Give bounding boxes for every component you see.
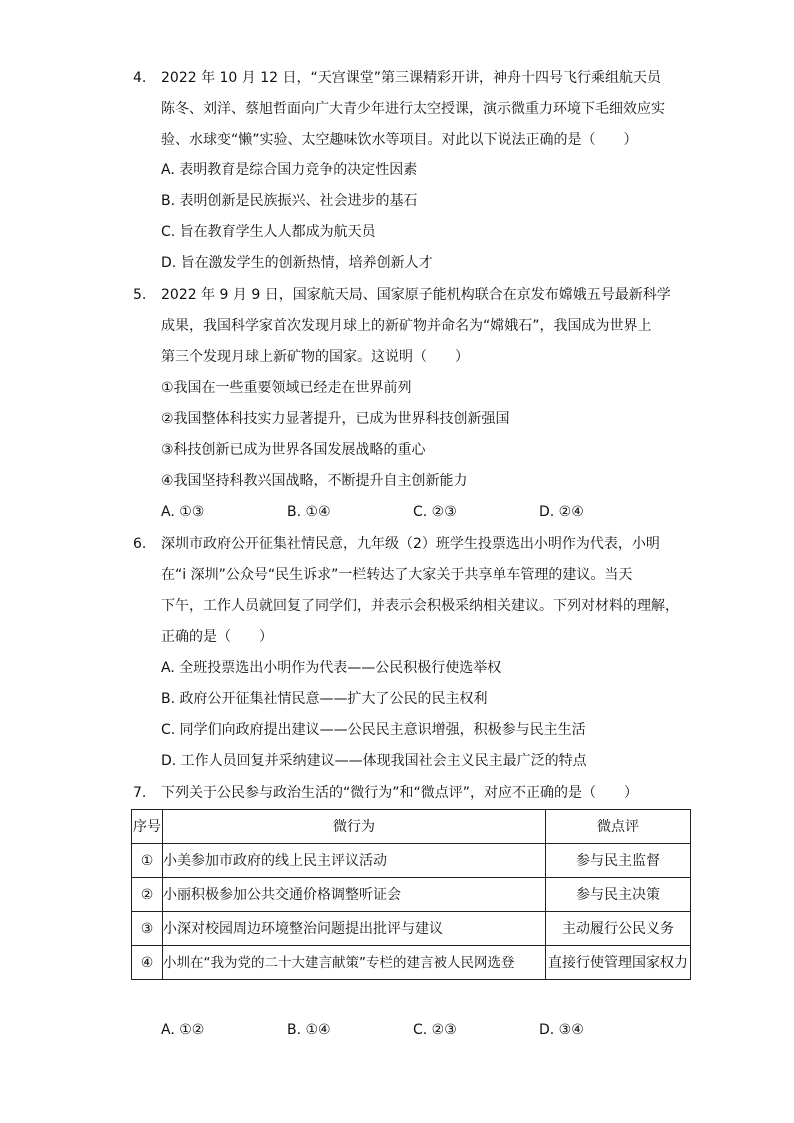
question-stem-line: 在“i 深圳”公众号“民生诉求”一栏转达了大家关于共享单车管理的建议。当天 <box>161 567 633 583</box>
table-cell: ① <box>132 844 163 878</box>
table-header-cell: 微行为 <box>163 810 546 844</box>
option-c: C. ②③ <box>413 1022 457 1038</box>
question-number: 4. <box>133 70 147 86</box>
question-stem-line: 深圳市政府公开征集社情民意，九年级（2）班学生投票选出小明作为代表，小明 <box>161 536 660 552</box>
question-stem-line: 验、水球变“懒”实验、太空趣味饮水等项目。对此以下说法正确的是（ ） <box>161 132 638 148</box>
table-cell: ③ <box>132 912 163 946</box>
question-stem-line: 正确的是（ ） <box>161 629 273 645</box>
table-row <box>132 946 691 980</box>
question-stem-line: 成果，我国科学家首次发现月球上的新矿物并命名为“嫦娥石”，我国成为世界上 <box>161 318 652 334</box>
option-a: A. 表明教育是综合国力竞争的决定性因素 <box>161 162 418 178</box>
option-a: A. ①② <box>161 1022 205 1038</box>
question-stem-line: 陈冬、刘洋、蔡旭哲面向广大青少年进行太空授课，演示微重力环境下毛细效应实 <box>161 101 665 117</box>
statement-3: ③科技创新已成为世界各国发展战略的重心 <box>161 442 426 458</box>
table-header-cell: 序号 <box>132 810 163 844</box>
option-d: D. 工作人员回复并采纳建议——体现我国社会主义民主最广泛的特点 <box>161 753 587 769</box>
table-cell: 小丽积极参加公共交通价格调整听证会 <box>163 878 546 912</box>
option-d: D. ③④ <box>539 1022 584 1038</box>
question-stem-line: 下午，工作人员就回复了同学们，并表示会积极采纳相关建议。下列对材料的理解， <box>161 598 679 614</box>
question-number: 6. <box>133 536 147 552</box>
table-row <box>132 912 691 946</box>
comparison-table <box>131 809 691 980</box>
table-cell: ② <box>132 878 163 912</box>
question-number: 5. <box>133 287 147 303</box>
table-cell: ④ <box>132 946 163 980</box>
table-header-cell: 微点评 <box>546 810 691 844</box>
statement-4: ④我国坚持科教兴国战略，不断提升自主创新能力 <box>161 473 468 489</box>
question-stem-line: 下列关于公民参与政治生活的“微行为”和“微点评”，对应不正确的是（ ） <box>161 785 639 801</box>
option-b: B. 政府公开征集社情民意——扩大了公民的民主权利 <box>161 691 488 707</box>
question-stem-line: 第三个发现月球上新矿物的国家。这说明（ ） <box>161 349 469 365</box>
table-row <box>132 878 691 912</box>
option-b: B. ①④ <box>287 1022 331 1038</box>
table-cell: 参与民主决策 <box>546 878 691 912</box>
option-a: A. ①③ <box>161 504 205 520</box>
table-row <box>132 844 691 878</box>
statement-1: ①我国在一些重要领域已经走在世界前列 <box>161 380 412 396</box>
question-number: 7. <box>133 785 147 801</box>
option-c: C. 同学们向政府提出建议——公民民主意识增强，积极参与民主生活 <box>161 722 586 738</box>
option-c: C. 旨在教育学生人人都成为航天员 <box>161 224 376 240</box>
table-cell: 小美参加市政府的线上民主评议活动 <box>163 844 546 878</box>
option-c: C. ②③ <box>413 504 457 520</box>
option-b: B. ①④ <box>287 504 331 520</box>
statement-2: ②我国整体科技实力显著提升，已成为世界科技创新强国 <box>161 411 510 427</box>
question-stem-line: 2022 年 10 月 12 日，“天宫课堂”第三课精彩开讲，神舟十四号飞行乘组航天员 <box>161 70 662 86</box>
table-cell: 主动履行公民义务 <box>546 912 691 946</box>
table-cell: 小圳在“我为党的二十大建言献策”专栏的建言被人民网选登 <box>163 946 546 980</box>
table-header-row <box>132 810 691 844</box>
option-d: D. ②④ <box>539 504 584 520</box>
option-a: A. 全班投票选出小明作为代表——公民积极行使选举权 <box>161 660 502 676</box>
question-stem-line: 2022 年 9 月 9 日，国家航天局、国家原子能机构联合在京发布嫦娥五号最新科学 <box>161 287 671 303</box>
table-cell: 参与民主监督 <box>546 844 691 878</box>
option-d: D. 旨在激发学生的创新热情，培养创新人才 <box>161 255 433 271</box>
table-cell: 直接行使管理国家权力 <box>546 946 691 980</box>
table-cell: 小深对校园周边环境整治问题提出批评与建议 <box>163 912 546 946</box>
option-b: B. 表明创新是民族振兴、社会进步的基石 <box>161 193 418 209</box>
